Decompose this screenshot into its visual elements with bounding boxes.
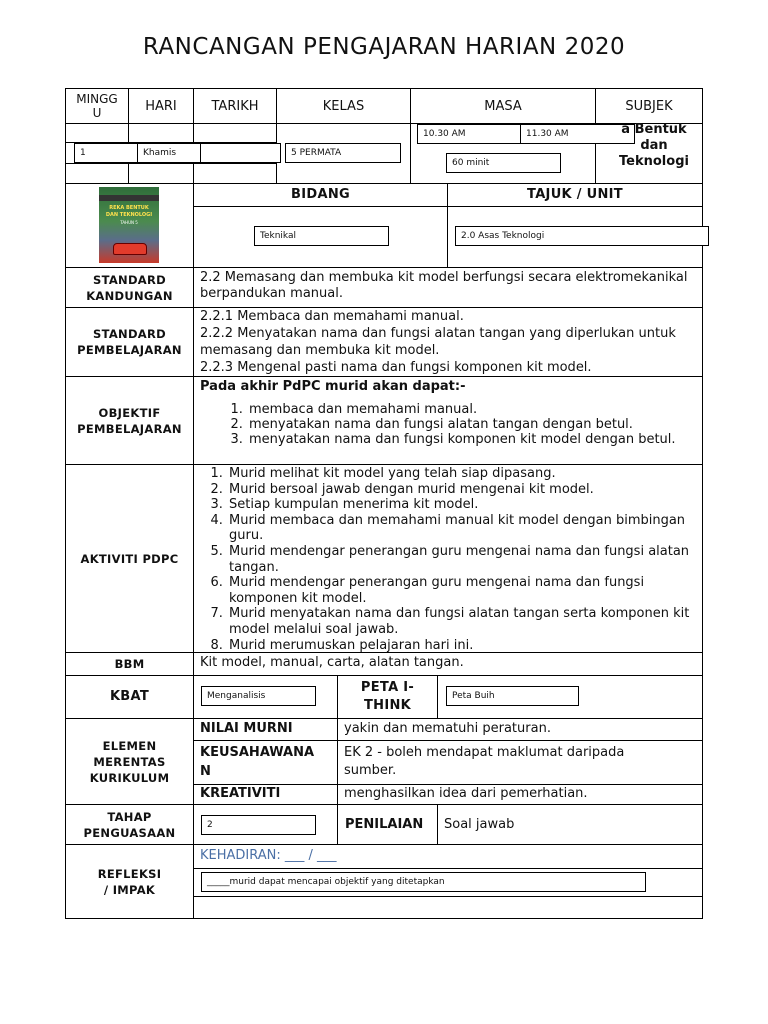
- sp-item-2: 2.2.2 Menyatakan nama dan fungsi alatan tangan yang diperlukan untuk memasang dan membuka kit model.: [200, 326, 676, 358]
- aktiviti-item-7: 7. Murid menyatakan nama dan fungsi alatan tangan serta komponen kit model melalui soal jawab.: [227, 606, 702, 637]
- book-title-line2: DAN TEKNOLOGI: [105, 212, 153, 218]
- hari-field[interactable]: Khamis: [137, 143, 201, 163]
- row-values-bottom-strip: [65, 163, 277, 184]
- refleksi-empty-cell: [193, 896, 703, 919]
- peta-field[interactable]: Peta Buih: [446, 686, 579, 706]
- standard-pembelajaran-label: STANDARD PEMBELAJARAN: [65, 307, 194, 377]
- standard-kandungan-text: 2.2 Memasang dan membuka kit model berfungsi secara elektromekanikal berpandukan manual.: [193, 267, 703, 308]
- aktiviti-item-4: 4. Murid membaca dan memahami manual kit model dengan bimbingan guru.: [227, 513, 702, 544]
- emk-label: ELEMEN MERENTAS KURIKULUM: [65, 718, 194, 805]
- masa-tamat-field[interactable]: 11.30 AM: [520, 124, 635, 144]
- standard-kandungan-label: STANDARD KANDUNGAN: [65, 267, 194, 308]
- nilai-label: NILAI MURNI: [193, 718, 338, 741]
- header-minggu: MINGG U: [65, 88, 129, 124]
- aktiviti-item-8: 8. Murid merumuskan pelajaran hari ini.: [227, 638, 702, 654]
- objektif-item-2: 2. menyatakan nama dan fungsi alatan tangan dengan betul.: [247, 417, 702, 432]
- aktiviti-label: AKTIVITI PDPC: [65, 464, 194, 653]
- book-title-line3: TAHUN 5: [120, 220, 138, 225]
- header-kelas: KELAS: [276, 88, 411, 124]
- minggu-field[interactable]: 1: [74, 143, 138, 163]
- aktiviti-item-3: 3. Setiap kumpulan menerima kit model.: [227, 497, 702, 513]
- header-subjek: SUBJEK: [595, 88, 703, 124]
- aktiviti-item-2: 2. Murid bersoal jawab dengan murid mengenai kit model.: [227, 482, 702, 498]
- bbm-text: Kit model, manual, carta, alatan tangan.: [193, 652, 703, 676]
- kreativiti-text: menghasilkan idea dari pemerhatian.: [337, 784, 703, 805]
- keusahawanan-text: EK 2 - boleh mendapat maklumat daripada sumber.: [337, 740, 703, 785]
- bidang-field[interactable]: Teknikal: [254, 226, 389, 246]
- kelas-field[interactable]: 5 PERMATA: [285, 143, 401, 163]
- refleksi-label: REFLEKSI / IMPAK: [65, 844, 194, 919]
- tahap-label: TAHAP PENGUASAAN: [65, 804, 194, 845]
- bbm-label: BBM: [65, 652, 194, 676]
- page-title: RANCANGAN PENGAJARAN HARIAN 2020: [142, 34, 626, 60]
- subjek-value: a Bentuk dan Teknologi: [619, 122, 689, 169]
- kreativiti-label: KREATIVITI: [193, 784, 338, 805]
- capai-field[interactable]: _____murid dapat mencapai objektif yang ditetapkan: [201, 872, 646, 892]
- penilaian-text: Soal jawab: [437, 804, 703, 845]
- peta-ithink-label: PETA I-THINK: [337, 675, 438, 719]
- keusahawanan-label: KEUSAHAWANA N: [193, 740, 338, 785]
- kehadiran-text: KEHADIRAN: ___ / ___: [193, 844, 703, 869]
- nilai-text: yakin dan mematuhi peraturan.: [337, 718, 703, 741]
- masa-mula-field[interactable]: 10.30 AM: [417, 124, 521, 144]
- objektif-intro: Pada akhir PdPC murid akan dapat:-: [200, 379, 466, 394]
- header-tarikh: TARIKH: [193, 88, 277, 124]
- tajuk-field[interactable]: 2.0 Asas Teknologi: [455, 226, 709, 246]
- book-title-line1: REKA BENTUK: [109, 205, 149, 211]
- penilaian-label: PENILAIAN: [337, 804, 438, 845]
- row-values-top-strip: [65, 123, 277, 143]
- kbat-label: KBAT: [65, 675, 194, 719]
- objektif-cell: [193, 376, 703, 465]
- tarikh-field[interactable]: [200, 143, 281, 163]
- kbat-field[interactable]: Menganalisis: [201, 686, 316, 706]
- bidang-header: BIDANG: [193, 183, 448, 207]
- aktiviti-item-6: 6. Murid mendengar penerangan guru mengenai nama dan fungsi komponen kit model.: [227, 575, 702, 606]
- tempoh-field[interactable]: 60 minit: [446, 153, 561, 173]
- header-hari: HARI: [128, 88, 194, 124]
- objektif-label: OBJEKTIF PEMBELAJARAN: [65, 376, 194, 465]
- objektif-item-3: 3. menyatakan nama dan fungsi komponen kit model dengan betul.: [247, 432, 702, 447]
- aktiviti-item-1: 1. Murid melihat kit model yang telah siap dipasang.: [227, 466, 702, 482]
- book-car: [113, 243, 147, 255]
- tahap-field[interactable]: 2: [201, 815, 316, 835]
- standard-pembelajaran-cell: [193, 307, 703, 377]
- sp-item-1: 2.2.1 Membaca dan memahami manual.: [200, 309, 464, 324]
- sp-item-3: 2.2.3 Mengenal pasti nama dan fungsi komponen kit model.: [200, 360, 592, 375]
- tajuk-header: TAJUK / UNIT: [447, 183, 703, 207]
- book-cover-image: [99, 187, 159, 263]
- objektif-item-1: 1. membaca dan memahami manual.: [247, 402, 702, 417]
- book-cover-road: [99, 195, 159, 201]
- aktiviti-cell: [193, 464, 703, 653]
- header-masa: MASA: [410, 88, 596, 124]
- aktiviti-item-5: 5. Murid mendengar penerangan guru mengenai nama dan fungsi alatan tangan.: [227, 544, 702, 575]
